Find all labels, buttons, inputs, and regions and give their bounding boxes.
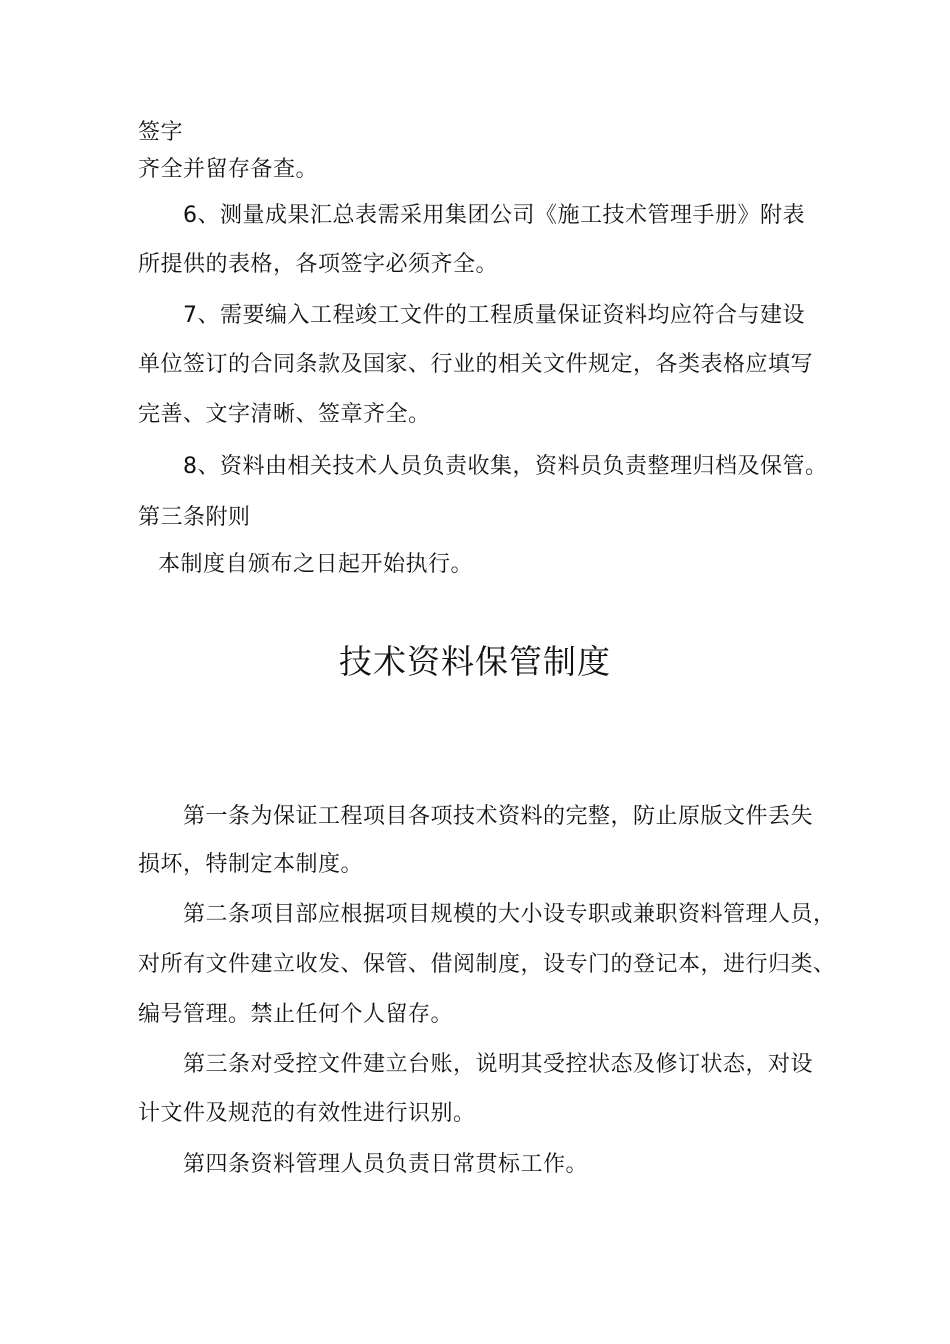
- text-line: 第四条资料管理人员负责日常贯标工作。: [183, 1152, 589, 1177]
- text-line: 6、测量成果汇总表需采用集团公司《施工技术管理手册》附表: [183, 203, 805, 228]
- text-line: 本制度自颁布之日起开始执行。: [158, 552, 474, 577]
- text-line: 第三条对受控文件建立台账，说明其受控状态及修订状态，对设: [183, 1052, 814, 1077]
- text-line: 编号管理。禁止任何个人留存。: [138, 1002, 454, 1027]
- text-line: 计文件及规范的有效性进行识别。: [138, 1101, 476, 1126]
- text-line: 单位签订的合同条款及国家、行业的相关文件规定，各类表格应填写: [138, 352, 814, 377]
- section-heading: 第三条附则: [138, 505, 251, 530]
- text-line: 8、资料由相关技术人员负责收集，资料员负责整理归档及保管。: [183, 454, 828, 479]
- text-line: 第二条项目部应根据项目规模的大小设专职或兼职资料管理人员，: [183, 902, 836, 927]
- text-line: 7、需要编入工程竣工文件的工程质量保证资料均应符合与建设: [183, 303, 805, 328]
- text-line: 签字: [138, 120, 184, 145]
- text-line: 齐全并留存备查。: [138, 157, 319, 182]
- document-title: 技术资料保管制度: [339, 642, 611, 681]
- text-line: 所提供的表格，各项签字必须齐全。: [138, 252, 499, 277]
- text-line: 对所有文件建立收发、保管、借阅制度，设专门的登记本，进行归类、: [138, 952, 836, 977]
- text-line: 损坏，特制定本制度。: [138, 852, 364, 877]
- text-line: 完善、文字清晰、签章齐全。: [138, 402, 431, 427]
- text-line: 第一条为保证工程项目各项技术资料的完整，防止原版文件丢失: [183, 804, 814, 829]
